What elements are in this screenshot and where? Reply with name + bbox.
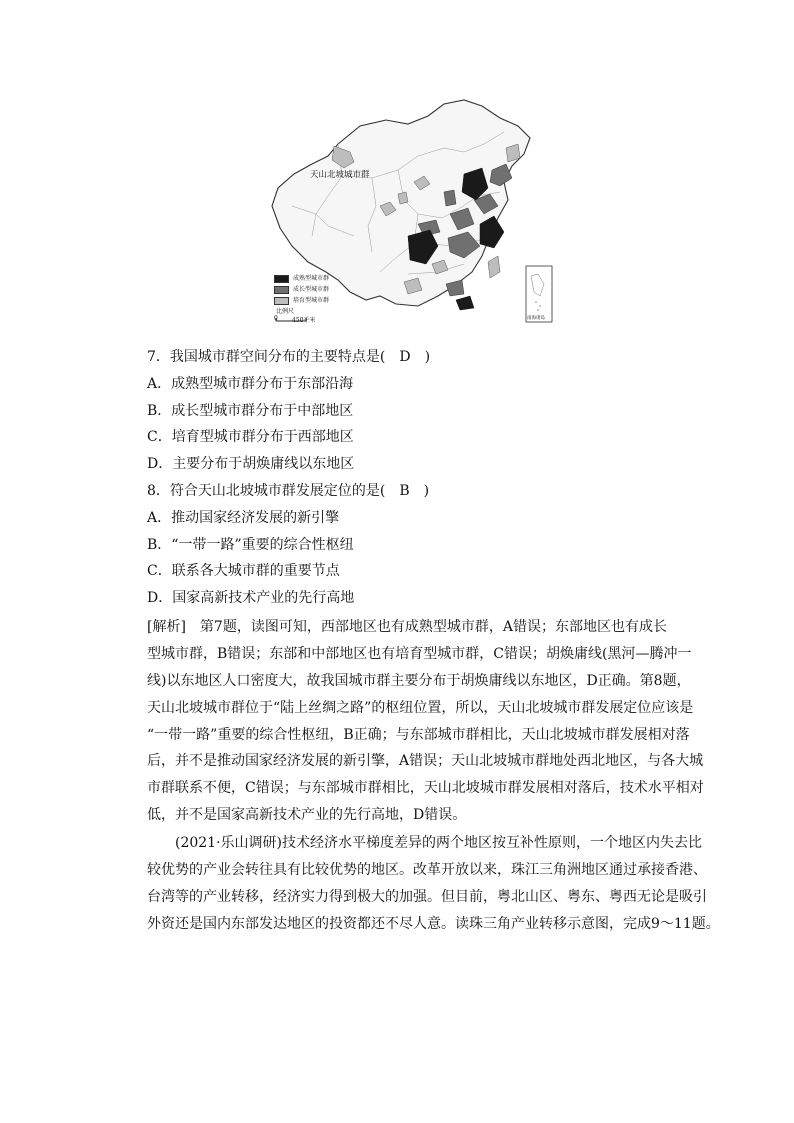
cluster-zhusanjiao xyxy=(456,296,474,310)
scale-zero: 0 xyxy=(274,315,278,322)
legend-swatch-mature xyxy=(274,275,289,283)
tianshan-label: 天山北坡城市群 xyxy=(310,170,370,180)
analysis-line: 天山北坡城市群位于“陆上丝绸之路”的枢纽位置，所以，天山北坡城市群发展定位应该是 xyxy=(147,699,694,716)
option-a: A．成熟型城市群分布于东部沿海 xyxy=(147,375,354,392)
legend-swatch-cultivating xyxy=(274,297,289,305)
analysis-line: [解析] 第7题，读图可知，西部地区也有成熟型城市群，A错误；东部地区也有成长 xyxy=(147,619,667,635)
question-stem: 7．我国城市群空间分布的主要特点是( D ) xyxy=(147,349,431,365)
option-b: B．成长型城市群分布于中部地区 xyxy=(147,402,354,419)
legend-cultivating xyxy=(274,295,329,305)
legend-mature xyxy=(274,273,329,283)
analysis-line: 市群联系不便，C错误；与东部城市群相比，天山北坡城市群发展相对落后，技术水平相对 xyxy=(147,780,704,797)
option-c: C．联系各大城市群的重要节点 xyxy=(147,563,340,580)
option-a: A．推动国家经济发展的新引擎 xyxy=(147,509,340,526)
question-8 xyxy=(147,478,687,612)
question-7 xyxy=(147,344,687,478)
analysis-line: 后，并不是推动国家经济发展的新引擎，A错误；天山北坡城市群地处西北地区，与各大城 xyxy=(147,753,704,770)
scale-label: 比例尺 xyxy=(276,308,295,315)
option-d: D．国家高新技术产业的先行高地 xyxy=(147,590,355,607)
legend-growing-label: 成长型城市群 xyxy=(293,286,330,293)
analysis-line: 线)以东地区人口密度大，故我国城市群主要分布于胡焕庸线以东地区，D正确。第8题， xyxy=(147,672,691,689)
intro-line: 台湾等的产业转移，经济实力得到极大的加强。但目前，粤北山区、粤东、粤西无论是吸引 xyxy=(147,888,707,905)
intro-paragraph xyxy=(147,830,720,938)
south-sea-inset xyxy=(526,266,552,322)
legend-swatch-growing xyxy=(274,286,289,294)
intro-line: 较优势的产业会转往具有比较优势的地区。改革开放以来，珠江三角洲地区通过承接香港、 xyxy=(147,861,707,878)
analysis-line: 低，并不是国家高新技术产业的先行高地，D错误。 xyxy=(147,807,467,824)
question-stem: 8．符合天山北坡城市群发展定位的是( B ) xyxy=(147,483,430,499)
legend-cultivating-label: 培育型城市群 xyxy=(293,297,330,304)
intro-line: (2021·乐山调研)技术经济水平梯度差异的两个地区按互补性原则，一个地区内失去比 xyxy=(175,835,703,851)
analysis-line: “一带一路”重要的综合性枢纽，B正确；与东部城市群相比，天山北坡城市群发展相对落 xyxy=(147,726,690,743)
cluster-taiyuan xyxy=(444,190,456,206)
option-b: B．“一带一路”重要的综合性枢纽 xyxy=(147,536,354,553)
intro-line: 外资还是国内东部发达地区的投资都还不尽人意。读珠三角产业转移示意图，完成9～11题。 xyxy=(147,915,720,932)
option-c: C．培育型城市群分布于西部地区 xyxy=(147,429,354,446)
china-urban-agglomeration-map xyxy=(268,96,556,328)
scale-value: 450千米 xyxy=(292,317,316,324)
analysis-line: 型城市群，B错误；东部和中部地区也有培育型城市群，C错误；胡焕庸线(黑河—腾冲一 xyxy=(147,645,692,662)
legend-growing xyxy=(274,284,329,294)
option-d: D．主要分布于胡焕庸线以东地区 xyxy=(147,456,355,473)
cluster-haixia xyxy=(488,256,500,278)
legend-mature-label: 成熟型城市群 xyxy=(293,275,330,282)
analysis-paragraph xyxy=(147,614,704,829)
inset-label: 南海诸岛 xyxy=(527,316,545,321)
cluster-ningxia xyxy=(398,192,408,204)
